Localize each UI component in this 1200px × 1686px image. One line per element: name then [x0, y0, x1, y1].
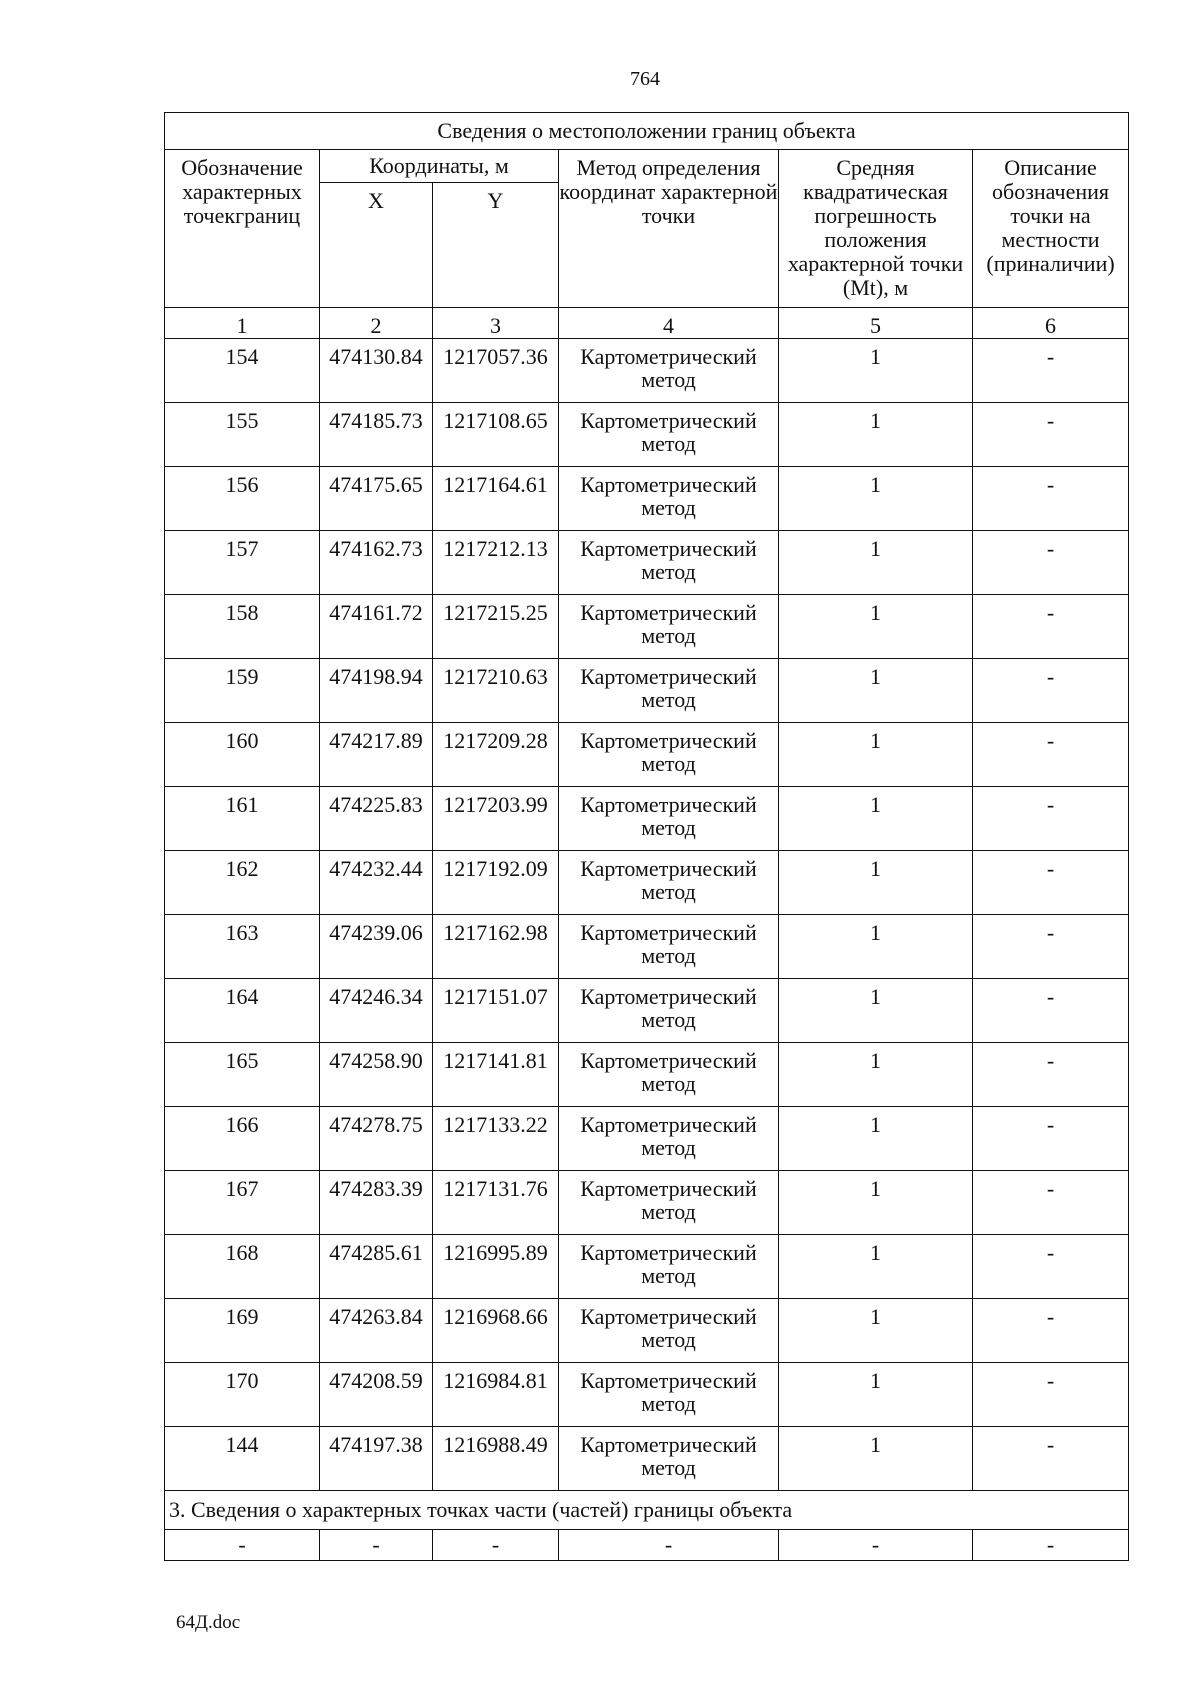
point-id: 166	[165, 1107, 320, 1171]
column-number: 1	[165, 308, 320, 339]
coord-x: 474198.94	[320, 659, 433, 723]
table-row	[165, 339, 1129, 403]
coord-x: 474185.73	[320, 403, 433, 467]
method: Картометрический метод	[559, 979, 779, 1043]
error-value: 1	[779, 915, 973, 979]
description: -	[973, 915, 1129, 979]
error-value: 1	[779, 723, 973, 787]
table-row	[165, 595, 1129, 659]
method: Картометрический метод	[559, 1043, 779, 1107]
table-row	[165, 1107, 1129, 1171]
point-id: 165	[165, 1043, 320, 1107]
point-id: 144	[165, 1427, 320, 1491]
point-id: 168	[165, 1235, 320, 1299]
error-value: 1	[779, 339, 973, 403]
table-row	[165, 979, 1129, 1043]
error-value: 1	[779, 1235, 973, 1299]
coord-y: 1217215.25	[433, 595, 559, 659]
method: Картометрический метод	[559, 1299, 779, 1363]
section3-cell: -	[165, 1530, 320, 1561]
method: Картометрический метод	[559, 467, 779, 531]
method: Картометрический метод	[559, 1171, 779, 1235]
coord-x: 474285.61	[320, 1235, 433, 1299]
method: Картометрический метод	[559, 787, 779, 851]
table-row	[165, 723, 1129, 787]
table-row	[165, 659, 1129, 723]
coord-y: 1217162.98	[433, 915, 559, 979]
table-row	[165, 467, 1129, 531]
coord-y: 1217133.22	[433, 1107, 559, 1171]
coord-x: 474161.72	[320, 595, 433, 659]
coord-x: 474162.73	[320, 531, 433, 595]
description: -	[973, 595, 1129, 659]
method: Картометрический метод	[559, 1363, 779, 1427]
description: -	[973, 1427, 1129, 1491]
table-row	[165, 1363, 1129, 1427]
header-designation: Обозначение характерных точекграниц	[165, 150, 320, 308]
table-row	[165, 915, 1129, 979]
coord-x: 474239.06	[320, 915, 433, 979]
column-number: 4	[559, 308, 779, 339]
error-value: 1	[779, 1363, 973, 1427]
description: -	[973, 659, 1129, 723]
coord-y: 1217192.09	[433, 851, 559, 915]
coord-y: 1217141.81	[433, 1043, 559, 1107]
error-value: 1	[779, 787, 973, 851]
error-value: 1	[779, 979, 973, 1043]
point-id: 163	[165, 915, 320, 979]
description: -	[973, 467, 1129, 531]
point-id: 164	[165, 979, 320, 1043]
coord-y: 1217057.36	[433, 339, 559, 403]
table-row	[165, 531, 1129, 595]
coord-y: 1216984.81	[433, 1363, 559, 1427]
column-number: 5	[779, 308, 973, 339]
column-number: 3	[433, 308, 559, 339]
coord-x: 474208.59	[320, 1363, 433, 1427]
coord-x: 474278.75	[320, 1107, 433, 1171]
column-number-row	[165, 308, 1129, 339]
table-title: Сведения о местоположении границ объекта	[165, 113, 1129, 150]
coord-x: 474246.34	[320, 979, 433, 1043]
point-id: 167	[165, 1171, 320, 1235]
method: Картометрический метод	[559, 1107, 779, 1171]
method: Картометрический метод	[559, 1235, 779, 1299]
section3-cell: -	[559, 1530, 779, 1561]
error-value: 1	[779, 1107, 973, 1171]
error-value: 1	[779, 595, 973, 659]
description: -	[973, 1043, 1129, 1107]
description: -	[973, 1107, 1129, 1171]
error-value: 1	[779, 1171, 973, 1235]
description: -	[973, 1363, 1129, 1427]
point-id: 161	[165, 787, 320, 851]
coord-y: 1216968.66	[433, 1299, 559, 1363]
error-value: 1	[779, 1299, 973, 1363]
error-value: 1	[779, 1043, 973, 1107]
header-description: Описание обозначения точки на местности (приналичии)	[973, 150, 1129, 308]
point-id: 156	[165, 467, 320, 531]
header-y: Y	[433, 183, 559, 308]
description: -	[973, 403, 1129, 467]
point-id: 169	[165, 1299, 320, 1363]
error-value: 1	[779, 1427, 973, 1491]
section3-row	[165, 1530, 1129, 1561]
coord-x: 474283.39	[320, 1171, 433, 1235]
method: Картометрический метод	[559, 659, 779, 723]
header-error: Средняя квадратическая погрешность положения характерной точки (Mt), м	[779, 150, 973, 308]
description: -	[973, 1235, 1129, 1299]
method: Картометрический метод	[559, 595, 779, 659]
boundary-coordinates-table	[164, 112, 1129, 1561]
error-value: 1	[779, 531, 973, 595]
table-row	[165, 787, 1129, 851]
error-value: 1	[779, 659, 973, 723]
description: -	[973, 1171, 1129, 1235]
coord-y: 1216995.89	[433, 1235, 559, 1299]
method: Картометрический метод	[559, 531, 779, 595]
description: -	[973, 1299, 1129, 1363]
table-row	[165, 851, 1129, 915]
point-id: 159	[165, 659, 320, 723]
error-value: 1	[779, 403, 973, 467]
header-method: Метод определения координат характерной точки	[559, 150, 779, 308]
point-id: 157	[165, 531, 320, 595]
point-id: 170	[165, 1363, 320, 1427]
coord-y: 1217212.13	[433, 531, 559, 595]
table-row	[165, 1171, 1129, 1235]
coord-x: 474232.44	[320, 851, 433, 915]
coord-x: 474258.90	[320, 1043, 433, 1107]
table-row	[165, 1427, 1129, 1491]
method: Картометрический метод	[559, 339, 779, 403]
coord-y: 1217151.07	[433, 979, 559, 1043]
coord-y: 1216988.49	[433, 1427, 559, 1491]
column-number: 2	[320, 308, 433, 339]
table-row	[165, 403, 1129, 467]
point-id: 160	[165, 723, 320, 787]
method: Картометрический метод	[559, 1427, 779, 1491]
section3-title-row	[165, 1491, 1129, 1530]
method: Картометрический метод	[559, 723, 779, 787]
method: Картометрический метод	[559, 851, 779, 915]
method: Картометрический метод	[559, 403, 779, 467]
coord-y: 1217131.76	[433, 1171, 559, 1235]
coord-x: 474197.38	[320, 1427, 433, 1491]
coord-y: 1217164.61	[433, 467, 559, 531]
description: -	[973, 787, 1129, 851]
point-id: 162	[165, 851, 320, 915]
coord-y: 1217203.99	[433, 787, 559, 851]
coord-x: 474225.83	[320, 787, 433, 851]
header-coordinates: Координаты, м	[320, 150, 559, 183]
column-number: 6	[973, 308, 1129, 339]
description: -	[973, 531, 1129, 595]
description: -	[973, 851, 1129, 915]
method: Картометрический метод	[559, 915, 779, 979]
section3-cell: -	[320, 1530, 433, 1561]
coord-y: 1217108.65	[433, 403, 559, 467]
error-value: 1	[779, 467, 973, 531]
description: -	[973, 979, 1129, 1043]
description: -	[973, 339, 1129, 403]
section3-title: 3. Сведения о характерных точках части (частей) границы объекта	[165, 1491, 1129, 1530]
table-row	[165, 1235, 1129, 1299]
coord-x: 474130.84	[320, 339, 433, 403]
section3-cell: -	[433, 1530, 559, 1561]
point-id: 155	[165, 403, 320, 467]
header-x: X	[320, 183, 433, 308]
page-number: 764	[630, 68, 660, 90]
point-id: 154	[165, 339, 320, 403]
coord-x: 474263.84	[320, 1299, 433, 1363]
footer-filename: 64Д.doc	[176, 1612, 241, 1633]
error-value: 1	[779, 851, 973, 915]
section3-cell: -	[973, 1530, 1129, 1561]
section3-cell: -	[779, 1530, 973, 1561]
point-id: 158	[165, 595, 320, 659]
coord-x: 474175.65	[320, 467, 433, 531]
table-row	[165, 1043, 1129, 1107]
coord-y: 1217209.28	[433, 723, 559, 787]
coord-x: 474217.89	[320, 723, 433, 787]
table-row	[165, 1299, 1129, 1363]
coord-y: 1217210.63	[433, 659, 559, 723]
description: -	[973, 723, 1129, 787]
